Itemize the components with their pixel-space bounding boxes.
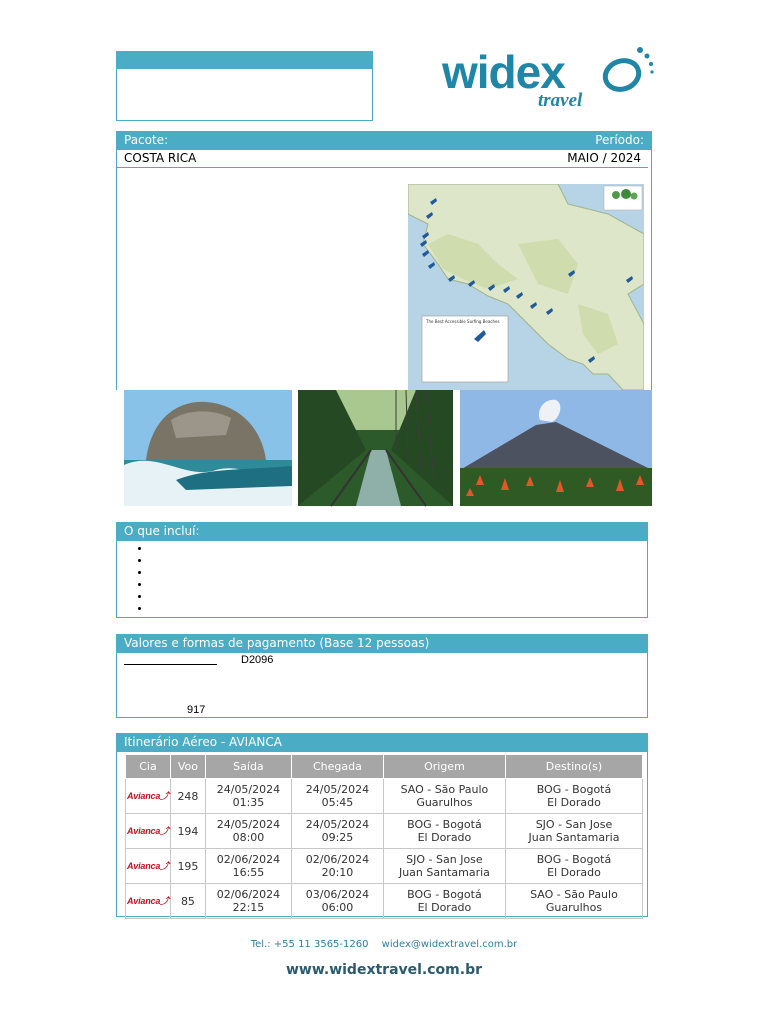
col-voo: Voo <box>170 755 205 779</box>
origin-airport: Guarulhos <box>416 796 473 809</box>
destination-airport: Juan Santamaria <box>528 831 620 844</box>
arrival-cell <box>291 884 383 919</box>
departure-date: 02/06/2024 <box>216 853 281 866</box>
widex-travel-logo <box>440 40 655 115</box>
values-line-2: 917 <box>187 704 206 716</box>
volcano-photo <box>460 390 652 506</box>
destination-city: BOG - Bogotá <box>536 853 612 866</box>
includes-title: O que incluí: <box>117 523 647 541</box>
table-row <box>126 779 643 814</box>
col-saida: Saída <box>205 755 291 779</box>
destination-airport: El Dorado <box>547 796 601 809</box>
departure-time: 01:35 <box>232 796 265 809</box>
airline-cell <box>126 779 171 814</box>
destination-airport: Guarulhos <box>545 901 603 914</box>
origin-cell <box>383 779 505 814</box>
hanging-bridge-photo <box>298 390 453 506</box>
origin-airport: Juan Santamaria <box>398 866 490 879</box>
list-item <box>151 555 647 567</box>
itinerary-title: Itinerário Aéreo - AVIANCA <box>117 734 647 752</box>
arrival-cell <box>291 779 383 814</box>
beach-rock-photo <box>124 390 292 506</box>
includes-section <box>116 522 648 618</box>
flight-number: 85 <box>170 884 205 919</box>
package-values-row <box>117 150 648 168</box>
arrival-date: 03/06/2024 <box>305 888 370 901</box>
table-row <box>126 884 643 919</box>
list-item <box>151 591 647 603</box>
destination-city: SJO - San Jose <box>535 818 613 831</box>
arrival-cell <box>291 814 383 849</box>
col-destino: Destino(s) <box>505 755 642 779</box>
avianca-logo: Avianca <box>127 791 161 801</box>
footer-contact <box>0 939 768 950</box>
arrival-date: 02/06/2024 <box>305 853 370 866</box>
origin-cell <box>383 884 505 919</box>
departure-date: 24/05/2024 <box>216 783 281 796</box>
origin-city: SAO - São Paulo <box>400 783 489 796</box>
airline-cell <box>126 814 171 849</box>
origin-airport: El Dorado <box>417 901 472 914</box>
destination-cell <box>505 779 642 814</box>
footer-email[interactable]: widex@widextravel.com.br <box>381 939 518 950</box>
svg-text:widex: widex <box>442 46 565 98</box>
origin-cell <box>383 814 505 849</box>
arrival-time: 20:10 <box>321 866 354 879</box>
header-info-box <box>116 51 373 121</box>
avianca-bird-icon: ⤴ <box>160 861 169 871</box>
footer-phone: Tel.: +55 11 3565-1260 <box>250 939 369 950</box>
itinerary-section <box>116 733 648 917</box>
origin-city: BOG - Bogotá <box>407 818 482 831</box>
origin-city: SJO - San Jose <box>406 853 483 866</box>
list-item <box>151 579 647 591</box>
footer-website[interactable]: www.widextravel.com.br <box>285 962 483 978</box>
airline-cell <box>126 884 171 919</box>
avianca-bird-icon: ⤴ <box>160 826 169 836</box>
col-cia: Cia <box>126 755 171 779</box>
values-title: Valores e formas de pagamento (Base 12 pessoas) <box>117 635 647 653</box>
package-period: MAIO / 2024 <box>567 151 641 165</box>
flight-table <box>125 754 643 919</box>
svg-text:The Best Accessible Surfing Be: The Best Accessible Surfing Beaches <box>426 319 500 324</box>
origin-airport: El Dorado <box>417 831 472 844</box>
departure-time: 08:00 <box>232 831 265 844</box>
package-header-bar <box>117 132 651 150</box>
flight-number: 194 <box>170 814 205 849</box>
values-underline <box>124 664 217 665</box>
flight-number: 248 <box>170 779 205 814</box>
col-chegada: Chegada <box>291 755 383 779</box>
arrival-date: 24/05/2024 <box>305 818 370 831</box>
departure-cell <box>205 849 291 884</box>
arrival-cell <box>291 849 383 884</box>
departure-cell <box>205 884 291 919</box>
svg-text:travel: travel <box>538 90 583 111</box>
departure-time: 16:55 <box>232 866 265 879</box>
destination-city: SAO - São Paulo <box>530 888 618 901</box>
destination-cell <box>505 849 642 884</box>
avianca-logo: Avianca <box>127 896 161 906</box>
avianca-bird-icon: ⤴ <box>160 791 169 801</box>
photo-strip <box>116 390 652 507</box>
origin-city: BOG - Bogotá <box>407 888 482 901</box>
arrival-time: 09:25 <box>321 831 354 844</box>
avianca-bird-icon: ⤴ <box>160 896 169 906</box>
values-line-1: D2096 <box>241 654 274 666</box>
avianca-logo: Avianca <box>127 861 161 871</box>
origin-cell <box>383 849 505 884</box>
arrival-date: 24/05/2024 <box>305 783 370 796</box>
arrival-time: 06:00 <box>321 901 354 914</box>
values-section <box>116 634 648 718</box>
period-label: Período: <box>595 133 644 147</box>
departure-cell <box>205 779 291 814</box>
avianca-logo: Avianca <box>127 826 161 836</box>
arrival-time: 05:45 <box>321 796 354 809</box>
list-item <box>151 567 647 579</box>
table-row <box>126 814 643 849</box>
departure-time: 22:15 <box>232 901 265 914</box>
package-destination: COSTA RICA <box>124 151 197 165</box>
destination-cell <box>505 884 642 919</box>
list-item <box>151 603 647 615</box>
departure-date: 02/06/2024 <box>216 888 281 901</box>
destination-airport: El Dorado <box>547 866 601 879</box>
col-origem: Origem <box>383 755 505 779</box>
destination-city: BOG - Bogotá <box>536 783 612 796</box>
destination-cell <box>505 814 642 849</box>
costa-rica-surf-map <box>408 184 644 390</box>
departure-cell <box>205 814 291 849</box>
table-row <box>126 849 643 884</box>
header-info-box-bar <box>117 52 372 69</box>
includes-list <box>117 543 647 615</box>
list-item <box>151 543 647 555</box>
flight-number: 195 <box>170 849 205 884</box>
departure-date: 24/05/2024 <box>216 818 281 831</box>
package-label: Pacote: <box>124 133 169 147</box>
airline-cell <box>126 849 171 884</box>
flight-table-header <box>126 755 643 779</box>
